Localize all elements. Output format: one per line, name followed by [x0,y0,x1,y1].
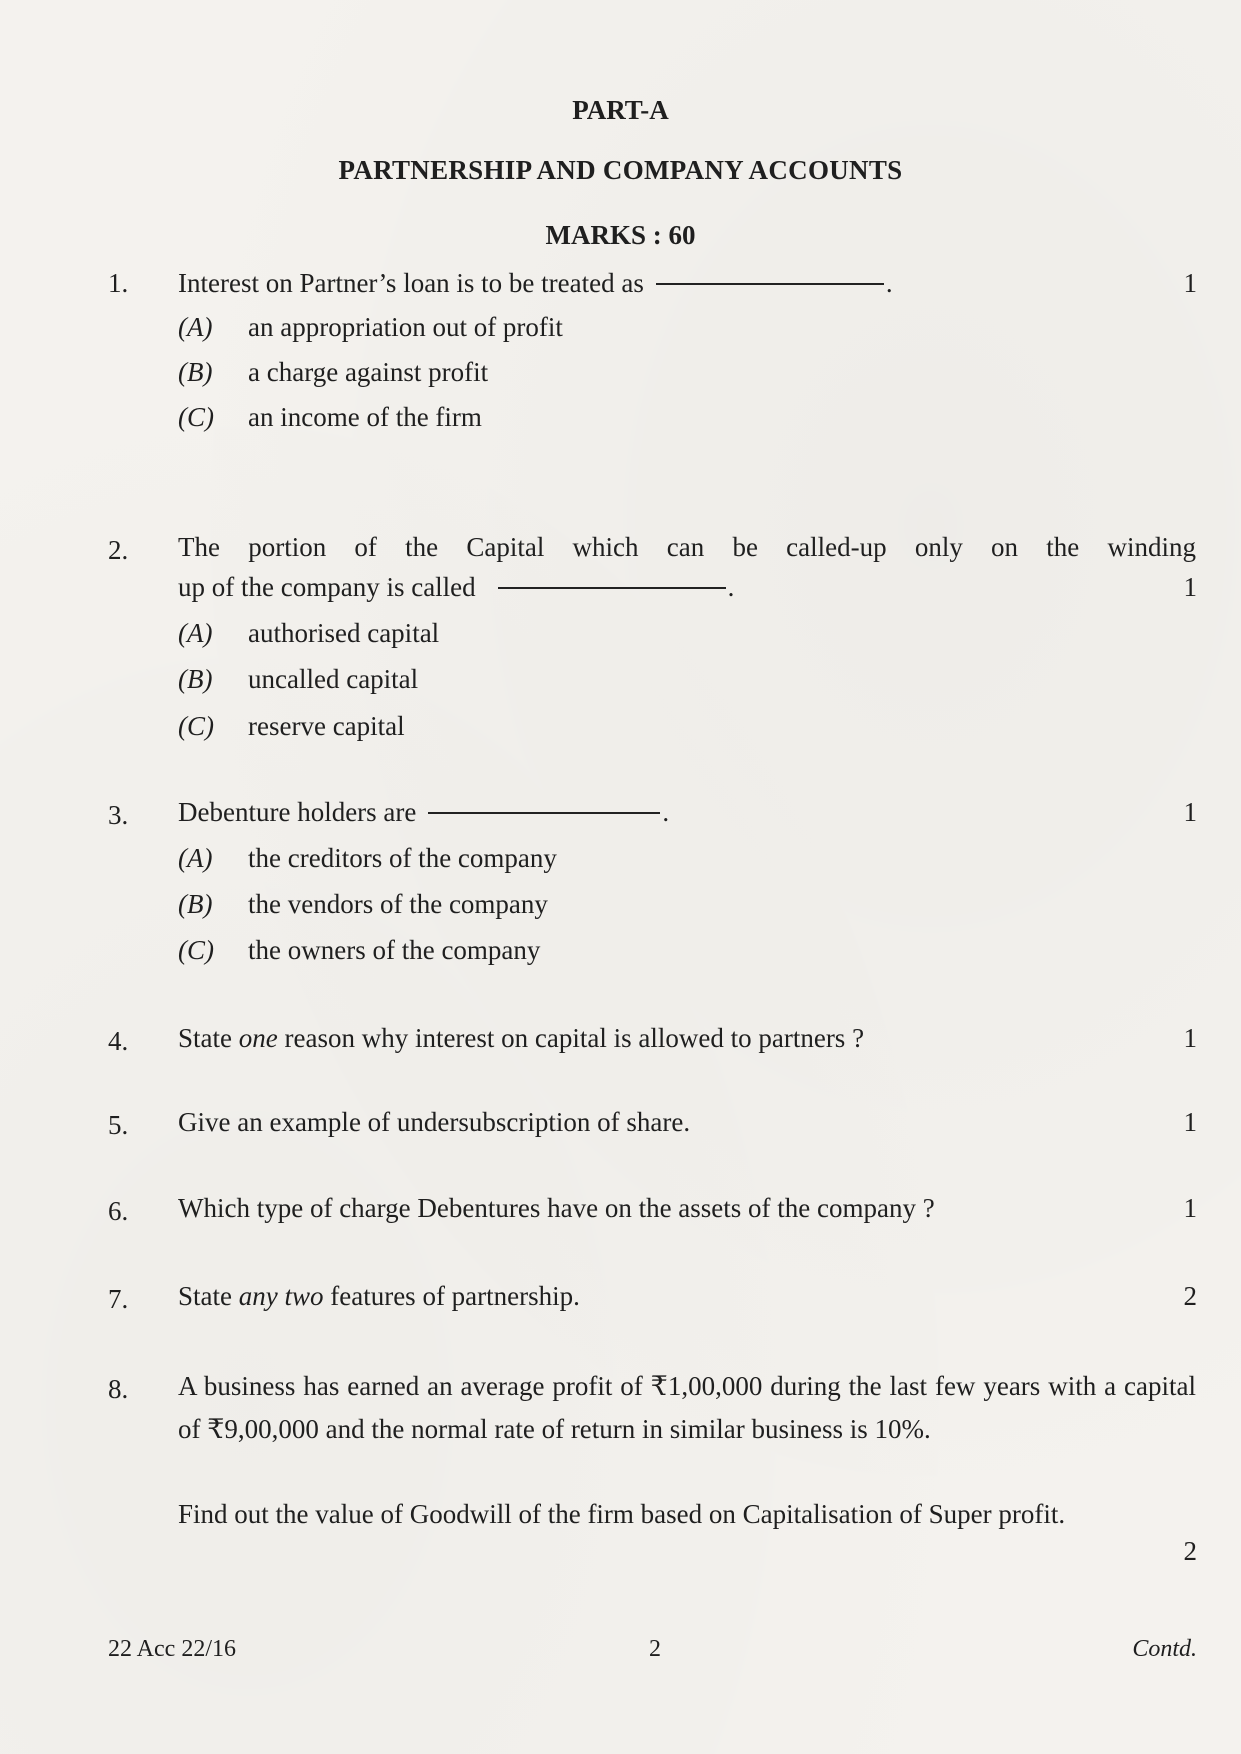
question-text [178,1281,580,1312]
option-letter: (C) [178,402,214,432]
question-number: 8. [108,1374,129,1404]
question-text-line-2 [178,572,734,603]
paper-code: 22 Acc 22/16 [108,1636,236,1662]
section-title: PARTNERSHIP AND COMPANY ACCOUNTS [338,155,903,185]
question-number: 2. [108,535,129,565]
question-number: 3. [108,800,129,830]
option-b [178,357,488,388]
option-text: uncalled capital [248,664,419,694]
question-marks: 2 [1183,1536,1197,1566]
question-text-line-1: The portion of the Capital which can be called-up only on the winding [178,532,1196,562]
option-letter: (C) [178,711,214,741]
part-title: PART-A [572,95,669,125]
option-text: the creditors of the company [248,843,557,873]
question-marks: 1 [1183,797,1197,827]
question-text [178,797,669,828]
option-c [178,402,482,433]
question-marks: 1 [1183,1107,1197,1137]
question-marks: 2 [1183,1281,1197,1311]
question-stem: Debenture holders are [178,797,417,827]
option-c [178,711,405,742]
option-text: authorised capital [248,618,440,648]
question-marks: 1 [1183,1193,1197,1223]
option-letter: (C) [178,935,214,965]
question-marks: 1 [1183,572,1197,602]
option-c [178,935,540,966]
question-text [178,268,893,299]
option-letter: (B) [178,889,213,919]
question-number: 5. [108,1110,129,1140]
option-letter: (B) [178,357,213,387]
option-text: the vendors of the company [248,889,548,919]
question-end: . [727,572,735,602]
question-text-pre: State [178,1281,239,1311]
question-text-post: features of partnership. [323,1281,580,1311]
option-letter: (A) [178,843,213,873]
option-text: a charge against profit [248,357,489,387]
question-text-post: reason why interest on capital is allowed to partners ? [277,1023,865,1053]
option-text: reserve capital [248,711,405,741]
answer-blank [498,587,726,589]
option-letter: (A) [178,312,213,342]
option-a [178,618,439,649]
option-text: an income of the firm [248,402,482,432]
question-number: 1. [108,268,129,298]
answer-blank [428,812,660,814]
option-b [178,664,418,695]
option-text: an appropriation out of profit [248,312,563,342]
page-number: 2 [649,1636,661,1662]
question-number: 7. [108,1284,129,1314]
option-b [178,889,548,920]
question-paragraph-1: A business has earned an average profit of ₹1,00,000 during the last few years with a capital of ₹9,00,000 and the normal rate of return in similar business is 10%. [178,1371,1196,1444]
question-end: . [885,268,893,298]
option-letter: (A) [178,618,213,648]
question-text: Give an example of undersubscription of share. [178,1107,691,1137]
question-stem: Interest on Partner’s loan is to be treated as [178,268,644,298]
option-a [178,312,563,343]
question-end: . [662,797,670,827]
question-marks: 1 [1183,268,1197,298]
marks-title: MARKS : 60 [545,220,696,250]
option-letter: (B) [178,664,213,694]
question-number: 6. [108,1196,129,1226]
question-text-emphasis: any two [238,1281,324,1311]
question-text-emphasis: one [238,1023,278,1053]
continued-label: Contd. [1132,1636,1197,1662]
option-a [178,843,557,874]
question-text [178,1023,864,1054]
option-text: the owners of the company [248,935,541,965]
question-text: Which type of charge Debentures have on the assets of the company ? [178,1193,935,1223]
question-number: 4. [108,1026,129,1056]
question-stem: up of the company is called [178,572,476,602]
question-marks: 1 [1183,1023,1197,1053]
answer-blank [656,283,884,285]
question-text-pre: State [178,1023,239,1053]
question-paragraph-2: Find out the value of Goodwill of the firm based on Capitalisation of Super profit. [178,1499,1066,1529]
